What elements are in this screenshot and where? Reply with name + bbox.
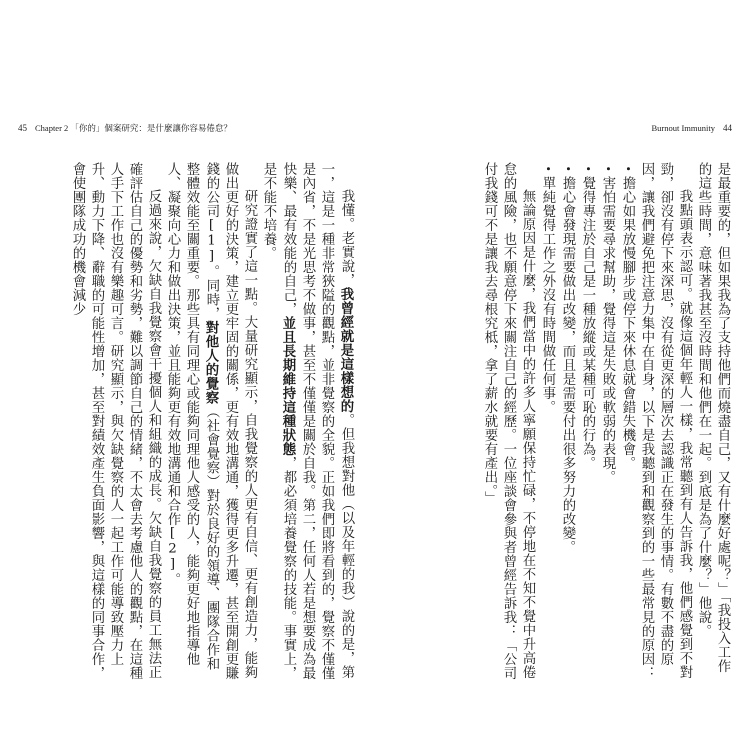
left-page-number: 45 xyxy=(18,123,27,133)
paragraph-text: 我懂。老實說， xyxy=(339,188,354,287)
list-item-text: 害怕需要尋求幫助，覺得這是失敗或軟弱的表現。 xyxy=(600,176,615,484)
list-item-text: 擔心如果放慢腳步或停下來休息就會錯失機會。 xyxy=(620,176,635,470)
paragraph-text: ，都必須培養覺察的技能。事實上，是不能不培養。 xyxy=(261,162,296,680)
left-page-body xyxy=(16,162,356,682)
list-item xyxy=(537,162,557,682)
paragraph-text: 。 xyxy=(165,572,180,587)
list-item-text: 覺得專注於自己是一種放縱或某種可恥的行為。 xyxy=(580,176,595,470)
paragraph-text: 研究證實了這一點。大量研究顯示，自我覺察的人更有自信、更有創造力，能夠做出更好的決策，建立更牢固的關係，更有效地溝通，獲得更多升遷，甚至開創更賺錢的公司 xyxy=(204,162,257,680)
list-item xyxy=(557,162,577,682)
bullet-icon: ・ xyxy=(579,162,595,176)
paragraph-text: 。但我想對他（以及年輕的我）說的是，第一，這是一種非常狹隘的觀點，並非覺察的全貌。正如我們即將看到的，覺察不僅僅是內省，不是光思考不做事，甚至不僅僅是關於自我。第二，任何人若是想要成為最快樂、最有效能的自己， xyxy=(281,162,354,680)
left-page-text xyxy=(68,162,356,682)
left-chapter-title: Chapter 2 「你的」個案研究：是什麼讓你容易倦怠？ xyxy=(35,123,232,133)
list-item xyxy=(597,162,617,682)
list-item xyxy=(617,162,637,682)
right-page-body xyxy=(402,162,732,682)
bullet-icon: ・ xyxy=(559,162,575,176)
emphasis-text: 並且長期維持這種狀態 xyxy=(280,316,296,456)
paragraph: 無論原因是什麼，我們當中的許多人寧願保持忙碌，不停地在不知不覺中升高倦怠的風險，也不願意停下來關注自己的經歷。一位座談會參與者曾經告訴我：「公司付我錢可不是讓我去尋根究柢，拿了薪水就要有產出。」 xyxy=(482,162,535,680)
paragraph-text: （社會覺察）對於良好的領導、團隊合作和整體效能至關重要。那些具有同理心或能夠同理他人感受的人，能夠更好地指導他人、凝聚向心力和做出決策，並且能夠更有效地溝通和合作 xyxy=(165,162,219,671)
footnote-ref: [1] xyxy=(204,218,219,265)
paragraph-text: 他說。 xyxy=(696,596,711,638)
paragraph xyxy=(259,162,356,682)
right-running-title: Burnout Immunity xyxy=(651,123,715,133)
right-page-header xyxy=(651,120,732,136)
emphasis-text: 對他人的覺察 xyxy=(203,320,219,405)
bullet-icon: ・ xyxy=(539,162,555,176)
footnote-ref: [2] xyxy=(165,526,180,573)
list-item xyxy=(577,162,597,682)
paragraph-text: 是最重要的，但如果我為了支持他們而燒盡自己，又有什麼好處呢？」「我投入工作的這些時間，意味著我甚至沒時間和他們在一起。到底是為了什麼？」 xyxy=(696,162,730,674)
bullet-icon: ・ xyxy=(599,162,615,176)
left-page-header xyxy=(18,120,232,136)
right-page-number: 44 xyxy=(723,123,732,133)
emphasis-text: 我曾經就是這樣想的 xyxy=(338,286,354,413)
paragraph-text: 。同時， xyxy=(204,264,219,321)
bullet-icon: ・ xyxy=(619,162,635,176)
list-item-text: 單純覺得工作之外沒有時間做任何事。 xyxy=(540,176,555,414)
paragraph: 反過來說，欠缺自我覺察會干擾個人和組織的成長。欠缺自我覺察的員工無法正確評估自己的優勢和劣勢，難以調節自己的情緒，不太會去考慮他人的觀點，在這種人手下工作也沒有樂趣可言。研究顯示，與欠缺覺察的人一起工作可能導致壓力上升、動力下降、辭職的可能性增加，甚至對績效產生負面影響，與這樣的同事合作，會使團隊成功的機會減少 xyxy=(70,162,161,680)
paragraph: 我點頭表示認可。就像這個年輕人一樣，我常聽到有人告訴我，他們感覺到不對勁，卻沒有停下來深思，沒有從更深的層次去認識正在發生的事情。有數不盡的原因，讓我們避免把注意力集中在自身，以下是我聽到和觀察到的一些最常見的原因： xyxy=(639,162,692,680)
list-item-text: 擔心會發現需要做出改變，而且是需要付出很多努力的改變。 xyxy=(560,176,575,554)
paragraph xyxy=(163,162,259,682)
paragraph xyxy=(694,162,732,682)
right-page-text xyxy=(480,162,732,682)
